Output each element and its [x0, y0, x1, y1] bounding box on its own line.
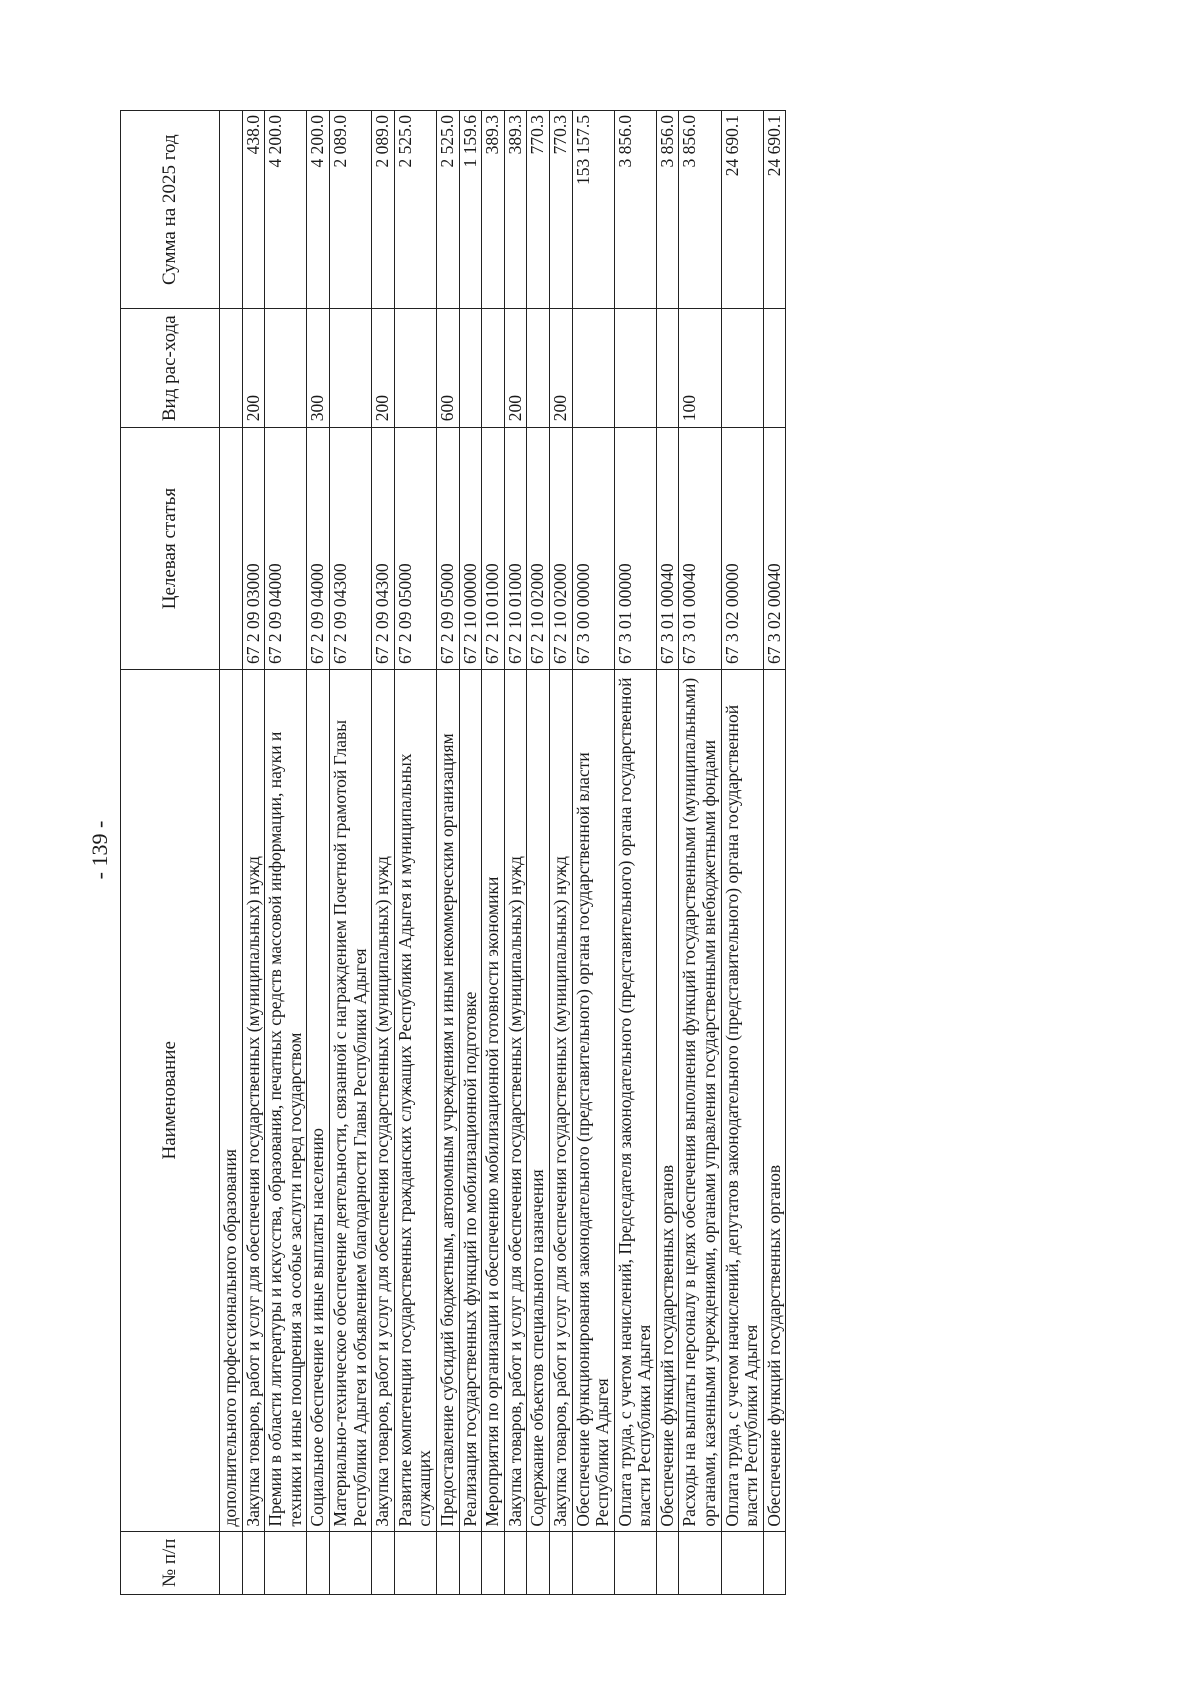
- cell-sum: 389.3: [482, 111, 505, 309]
- cell-kind: 200: [372, 309, 395, 428]
- table-row: [614, 111, 656, 1595]
- cell-kind: [763, 309, 786, 428]
- cell-num: [679, 1531, 721, 1594]
- cell-code: 67 2 09 04300: [372, 428, 395, 670]
- cell-name: Социальное обеспечение и иные выплаты населению: [307, 670, 330, 1532]
- cell-kind: [482, 309, 505, 428]
- cell-kind: [721, 309, 763, 428]
- cell-num: [504, 1531, 527, 1594]
- cell-name: Закупка товаров, работ и услуг для обеспечения государственных (муниципальных) нужд: [549, 670, 572, 1532]
- cell-code: 67 3 02 00040: [763, 428, 786, 670]
- cell-name: Оплата труда, с учетом начислений, депутатов законодательного (представительного) органа государственной власти Республики Адыгея: [721, 670, 763, 1532]
- cell-num: [436, 1531, 459, 1594]
- cell-code: 67 2 09 04000: [265, 428, 307, 670]
- cell-code: 67 3 01 00040: [679, 428, 721, 670]
- cell-num: [329, 1531, 371, 1594]
- cell-code: 67 2 09 04000: [307, 428, 330, 670]
- table-row: [242, 111, 265, 1595]
- table-row: [436, 111, 459, 1595]
- cell-sum: 2 089.0: [329, 111, 371, 309]
- cell-code: 67 2 09 05000: [394, 428, 436, 670]
- cell-sum: 2 525.0: [436, 111, 459, 309]
- cell-num: [394, 1531, 436, 1594]
- cell-sum: 3 856.0: [656, 111, 679, 309]
- cell-name: Закупка товаров, работ и услуг для обеспечения государственных (муниципальных) нужд: [242, 670, 265, 1532]
- cell-name: Реализация государственных функций по мобилизационной подготовке: [459, 670, 482, 1532]
- table-header: [121, 111, 220, 1595]
- cell-num: [721, 1531, 763, 1594]
- table-row: [527, 111, 550, 1595]
- cell-num: [372, 1531, 395, 1594]
- cell-code: 67 2 09 03000: [242, 428, 265, 670]
- table-row: [656, 111, 679, 1595]
- cell-sum: 2 525.0: [394, 111, 436, 309]
- header-row: [121, 111, 220, 1595]
- table-body: [220, 111, 786, 1595]
- cell-sum: [220, 111, 243, 309]
- cell-name: Обеспечение функций государственных органов: [656, 670, 679, 1532]
- cell-code: [220, 428, 243, 670]
- cell-name: Мероприятия по организации и обеспечению мобилизационной готовности экономики: [482, 670, 505, 1532]
- table-row: [572, 111, 614, 1595]
- cell-name: Материально-техническое обеспечение деятельности, связанной с награждением Почетной грамотой Главы Республики Адыгея и объявлением благодарности Главы Республики Адыгея: [329, 670, 371, 1532]
- header-code: Целевая статья: [121, 428, 220, 670]
- cell-num: [265, 1531, 307, 1594]
- header-num: № п/п: [121, 1531, 220, 1594]
- cell-kind: 100: [679, 309, 721, 428]
- cell-name: Расходы на выплаты персоналу в целях обеспечения выполнения функций государственными (муниципальными) органами, казенными учреждениями, органами управления государственными внебюджетными фондами: [679, 670, 721, 1532]
- cell-sum: 3 856.0: [614, 111, 656, 309]
- cell-name: Содержание объектов специального назначения: [527, 670, 550, 1532]
- cell-sum: 4 200.0: [307, 111, 330, 309]
- cell-sum: 770.3: [527, 111, 550, 309]
- cell-code: 67 3 00 00000: [572, 428, 614, 670]
- cell-sum: 2 089.0: [372, 111, 395, 309]
- header-kind: Вид рас-хода: [121, 309, 220, 428]
- cell-sum: 4 200.0: [265, 111, 307, 309]
- cell-sum: 153 157.5: [572, 111, 614, 309]
- cell-code: 67 2 10 01000: [482, 428, 505, 670]
- cell-num: [307, 1531, 330, 1594]
- header-sum: Сумма на 2025 год: [121, 111, 220, 309]
- cell-code: 67 2 10 01000: [504, 428, 527, 670]
- cell-code: 67 2 10 02000: [527, 428, 550, 670]
- table-row: [329, 111, 371, 1595]
- cell-sum: 24 690.1: [763, 111, 786, 309]
- cell-sum: 438.0: [242, 111, 265, 309]
- cell-num: [527, 1531, 550, 1594]
- table-row: [721, 111, 763, 1595]
- cell-kind: 200: [504, 309, 527, 428]
- cell-kind: [459, 309, 482, 428]
- cell-num: [614, 1531, 656, 1594]
- table-row: [265, 111, 307, 1595]
- table-row: [763, 111, 786, 1595]
- cell-kind: 200: [549, 309, 572, 428]
- cell-sum: 770.3: [549, 111, 572, 309]
- cell-kind: [329, 309, 371, 428]
- table-row: [220, 111, 243, 1595]
- cell-name: дополнительного профессионального образования: [220, 670, 243, 1532]
- cell-sum: 389.3: [504, 111, 527, 309]
- cell-code: 67 2 10 02000: [549, 428, 572, 670]
- cell-sum: 3 856.0: [679, 111, 721, 309]
- cell-code: 67 3 01 00040: [656, 428, 679, 670]
- table-row: [307, 111, 330, 1595]
- cell-name: Обеспечение функций государственных органов: [763, 670, 786, 1532]
- cell-code: 67 3 01 00000: [614, 428, 656, 670]
- cell-kind: 300: [307, 309, 330, 428]
- table-row: [679, 111, 721, 1595]
- rotated-table: [120, 110, 1080, 1595]
- cell-sum: 24 690.1: [721, 111, 763, 309]
- cell-name: Закупка товаров, работ и услуг для обеспечения государственных (муниципальных) нужд: [372, 670, 395, 1532]
- cell-num: [220, 1531, 243, 1594]
- cell-code: 67 2 09 04300: [329, 428, 371, 670]
- cell-kind: 600: [436, 309, 459, 428]
- cell-kind: [614, 309, 656, 428]
- cell-kind: [527, 309, 550, 428]
- cell-kind: [265, 309, 307, 428]
- table-row: [459, 111, 482, 1595]
- cell-name: Развитие компетенции государственных гражданских служащих Республики Адыгея и муниципальных служащих: [394, 670, 436, 1532]
- table-row: [394, 111, 436, 1595]
- budget-table: [120, 110, 786, 1595]
- cell-code: 67 2 09 05000: [436, 428, 459, 670]
- cell-name: Премии в области литературы и искусства, образования, печатных средств массовой информации, науки и техники и иные поощрения за особые заслуги перед государством: [265, 670, 307, 1532]
- cell-name: Предоставление субсидий бюджетным, автономным учреждениям и иным некоммерческим организациям: [436, 670, 459, 1532]
- cell-num: [242, 1531, 265, 1594]
- cell-num: [763, 1531, 786, 1594]
- table-row: [372, 111, 395, 1595]
- cell-name: Обеспечение функционирования законодательного (представительного) органа государственной власти Республики Адыгея: [572, 670, 614, 1532]
- table-container: [120, 110, 1080, 1595]
- header-name: Наименование: [121, 670, 220, 1532]
- cell-name: Закупка товаров, работ и услуг для обеспечения государственных (муниципальных) нужд: [504, 670, 527, 1532]
- cell-num: [482, 1531, 505, 1594]
- page-number: - 139 -: [87, 820, 112, 880]
- cell-kind: [394, 309, 436, 428]
- cell-num: [656, 1531, 679, 1594]
- cell-sum: 1 159.6: [459, 111, 482, 309]
- cell-code: 67 3 02 00000: [721, 428, 763, 670]
- table-row: [504, 111, 527, 1595]
- cell-kind: [656, 309, 679, 428]
- cell-kind: 200: [242, 309, 265, 428]
- cell-kind: [572, 309, 614, 428]
- cell-kind: [220, 309, 243, 428]
- cell-num: [572, 1531, 614, 1594]
- table-row: [482, 111, 505, 1595]
- cell-code: 67 2 10 00000: [459, 428, 482, 670]
- cell-name: Оплата труда, с учетом начислений, Председателя законодательного (представительного) органа государственной власти Республики Адыгея: [614, 670, 656, 1532]
- cell-num: [549, 1531, 572, 1594]
- cell-num: [459, 1531, 482, 1594]
- table-row: [549, 111, 572, 1595]
